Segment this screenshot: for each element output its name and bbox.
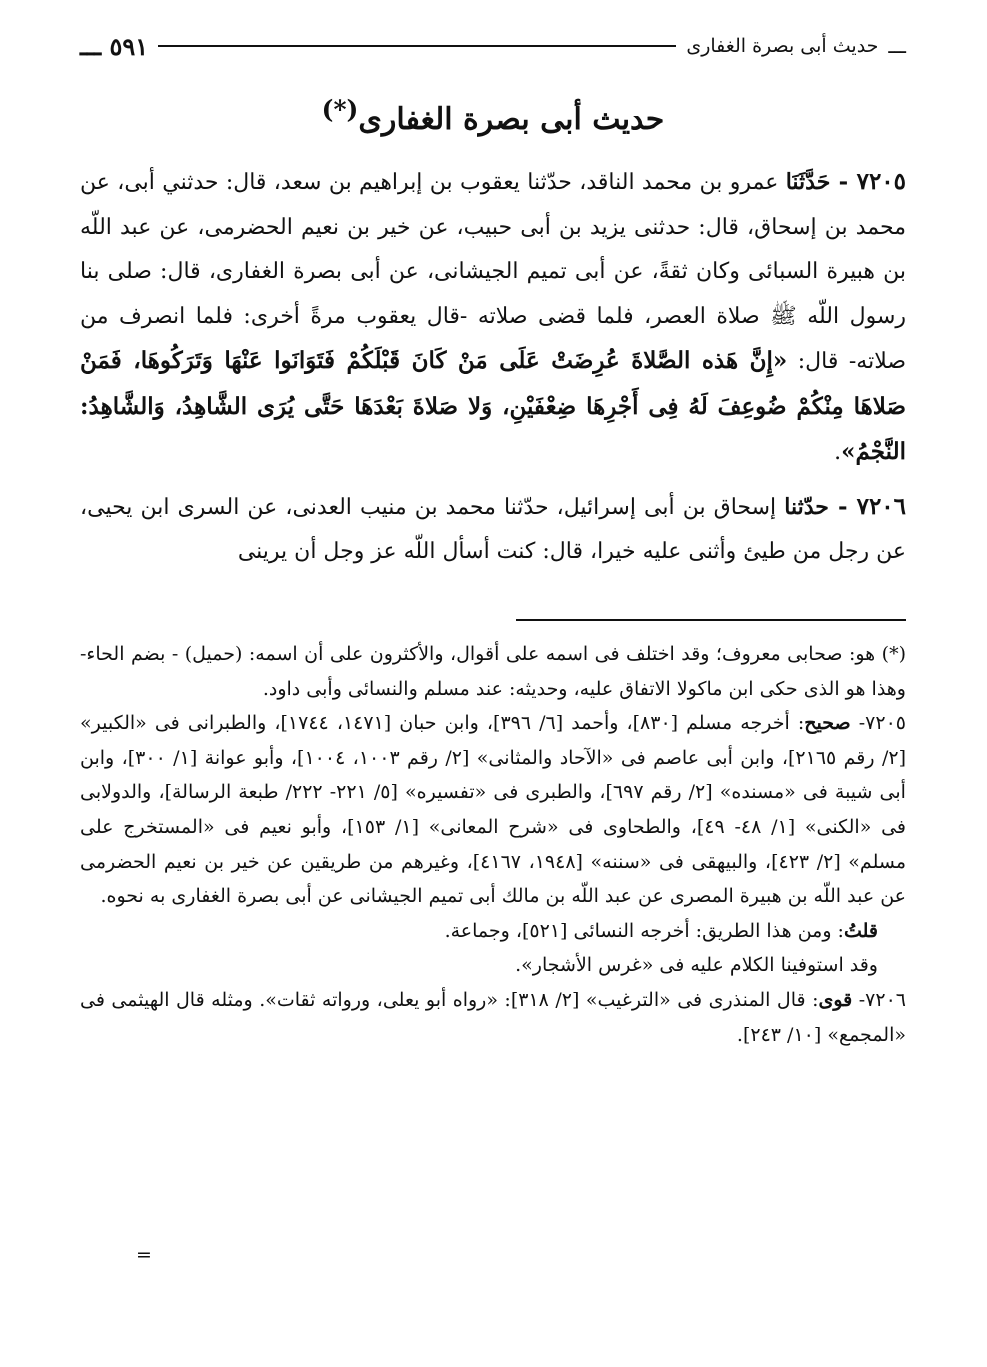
chapter-title-text: حديث أبى بصرة الغفارى	[358, 102, 665, 137]
running-header	[80, 30, 906, 62]
footnote-7205-closing	[80, 948, 906, 983]
hadith-lead: حدّثنا	[784, 493, 829, 520]
footnote-text: : أخرجه مسلم [٨٣٠]، وأحمد [٦/ ٣٩٦]، وابن حبان [١٤٧١، ١٧٤٤]، والطبرانى فى «الكبير» [٢/ رقم ٢١٦٥]، وابن أبى عاصم فى «الآحاد والمثانى» [٢/ رقم ١٠٠٣، ١٠٠٤]، وأبو عوانة [١/ ٣٠٠]، وابن أبى شيبة فى «مسنده» [٢/ رقم ٦٩٧]، والطبرى فى «تفسيره» [٥/ ٢٢١- ٢٢٢/ طبعة الرسالة]، والدولابى فى «الكنى» [١/ ٤٨- ٤٩]، والطحاوى فى «شرح المعانى» [١/ ١٥٣]، وأبو نعيم فى «المستخرج على مسلم» [٢/ ٤٢٣]، والبيهقى فى «سننه» [١٩٤٨، ٤١٦٧]، وغيرهم من طريقين عن خير بن نعيم الحضرمى عن عبد اللّه بن هبيرة المصرى عن عبد اللّه بن مالك أبى تميم الجيشانى عن أبى بصرة الغفارى به نحوه.	[80, 712, 907, 908]
footnote-grade: قوى	[818, 988, 853, 1011]
footnote-text: : قال المنذرى فى «الترغيب» [٢/ ٣١٨]: «رواه أبو يعلى، ورواته ثقات». ومثله قال الهيثمى فى «المجمع» [١٠/ ٢٤٣].	[80, 988, 906, 1046]
footnote-number: ٧٢٠٥-	[850, 712, 906, 735]
closing-text: وقد استوفينا الكلام عليه فى «غرس الأشجار».	[515, 954, 878, 977]
qult-text: : ومن هذا الطريق: أخرجه النسائى [٥٢١]، وجماعة.	[444, 919, 844, 942]
footnote-star-text: هو: صحابى معروف؛ وقد اختلف فى اسمه على أقوال، والأكثرون على أن اسمه: (حميل) - بضم الحاء- وهذا هو الذى حكى ابن ماكولا الاتفاق عليه، وحديثه: عند مسلم والنسائى وأبى داود.	[80, 643, 906, 700]
page-number: ٥٩١ ـــ	[80, 31, 149, 61]
chapter-footnote-marker: (*)	[321, 95, 359, 124]
qult-label: قلتُ	[843, 919, 878, 942]
hadith-number: ٧٢٠٥ -	[830, 168, 907, 195]
footnote-number: ٧٢٠٦-	[852, 988, 906, 1011]
running-title: حديث أبى بصرة الغفارى	[686, 35, 879, 57]
hadith-lead: حَدَّثَنَا	[785, 169, 831, 195]
hadith-body	[80, 160, 906, 575]
hadith-7205	[80, 160, 906, 476]
hadith-7206	[80, 485, 906, 575]
footnote-7205	[80, 706, 906, 914]
hadith-matn: «إِنَّ هَذه الصَّلاةَ عُرِضَتْ عَلَى مَنْ كَانَ قَبْلَكُمْ فَتَوَانَوا عَنْهَا وَتَرَكُوهَا، فَمَنْ صَلاهَا مِنْكُمْ ضُوعِفَ لَهُ فِى أَجْرِهَا ضِعْفَيْنِ، وَلا صَلاةَ بَعْدَهَا حَتَّى يُرَى الشَّاهِدُ، وَالشَّاهِدُ: النَّجْمُ»	[80, 347, 906, 465]
hadith-number: ٧٢٠٦ -	[828, 492, 907, 520]
header-leading-dash: ـــ	[888, 34, 906, 58]
footnote-star	[80, 637, 906, 706]
footnote-grade: صحيح	[804, 712, 851, 735]
chapter-title	[80, 94, 906, 139]
hadith-tail: .	[834, 440, 842, 465]
header-rule	[158, 45, 676, 47]
footnote-separator	[516, 619, 906, 621]
hadith-isnad: إسحاق بن أبى إسرائيل، حدّثنا محمد بن منيب العدنى، عن السرى ابن يحيى، عن رجل من طيئ وأثنى عليه خيرا، قال: كنت أسأل اللّه عز وجل أن يرينى	[80, 494, 906, 564]
hadith-isnad: عمرو بن محمد الناقد، حدّثنا يعقوب بن إبراهيم بن سعد، قال: حدثني أبى، عن محمد بن إسحاق، قال: حدثنى يزيد بن أبى حبيب، عن خير بن نعيم الحضرمى، عن عبد اللّه بن هبيرة السبائى وكان ثقةً، عن أبى تميم الجيشانى، عن أبى بصرة الغفارى، قال: صلى بنا رسول اللّه ﷺ صلاة العصر، فلما قضى صلاته -قال يعقوب مرةً أخرى: فلما انصرف من صلاته- قال:	[80, 170, 907, 374]
book-page	[80, 22, 906, 1342]
footnote-star-marker: (*)	[875, 643, 906, 665]
footnote-7206	[80, 983, 906, 1052]
footnote-7205-qult	[80, 914, 906, 949]
footnotes	[80, 637, 906, 1052]
continuation-mark: =	[136, 1244, 152, 1266]
